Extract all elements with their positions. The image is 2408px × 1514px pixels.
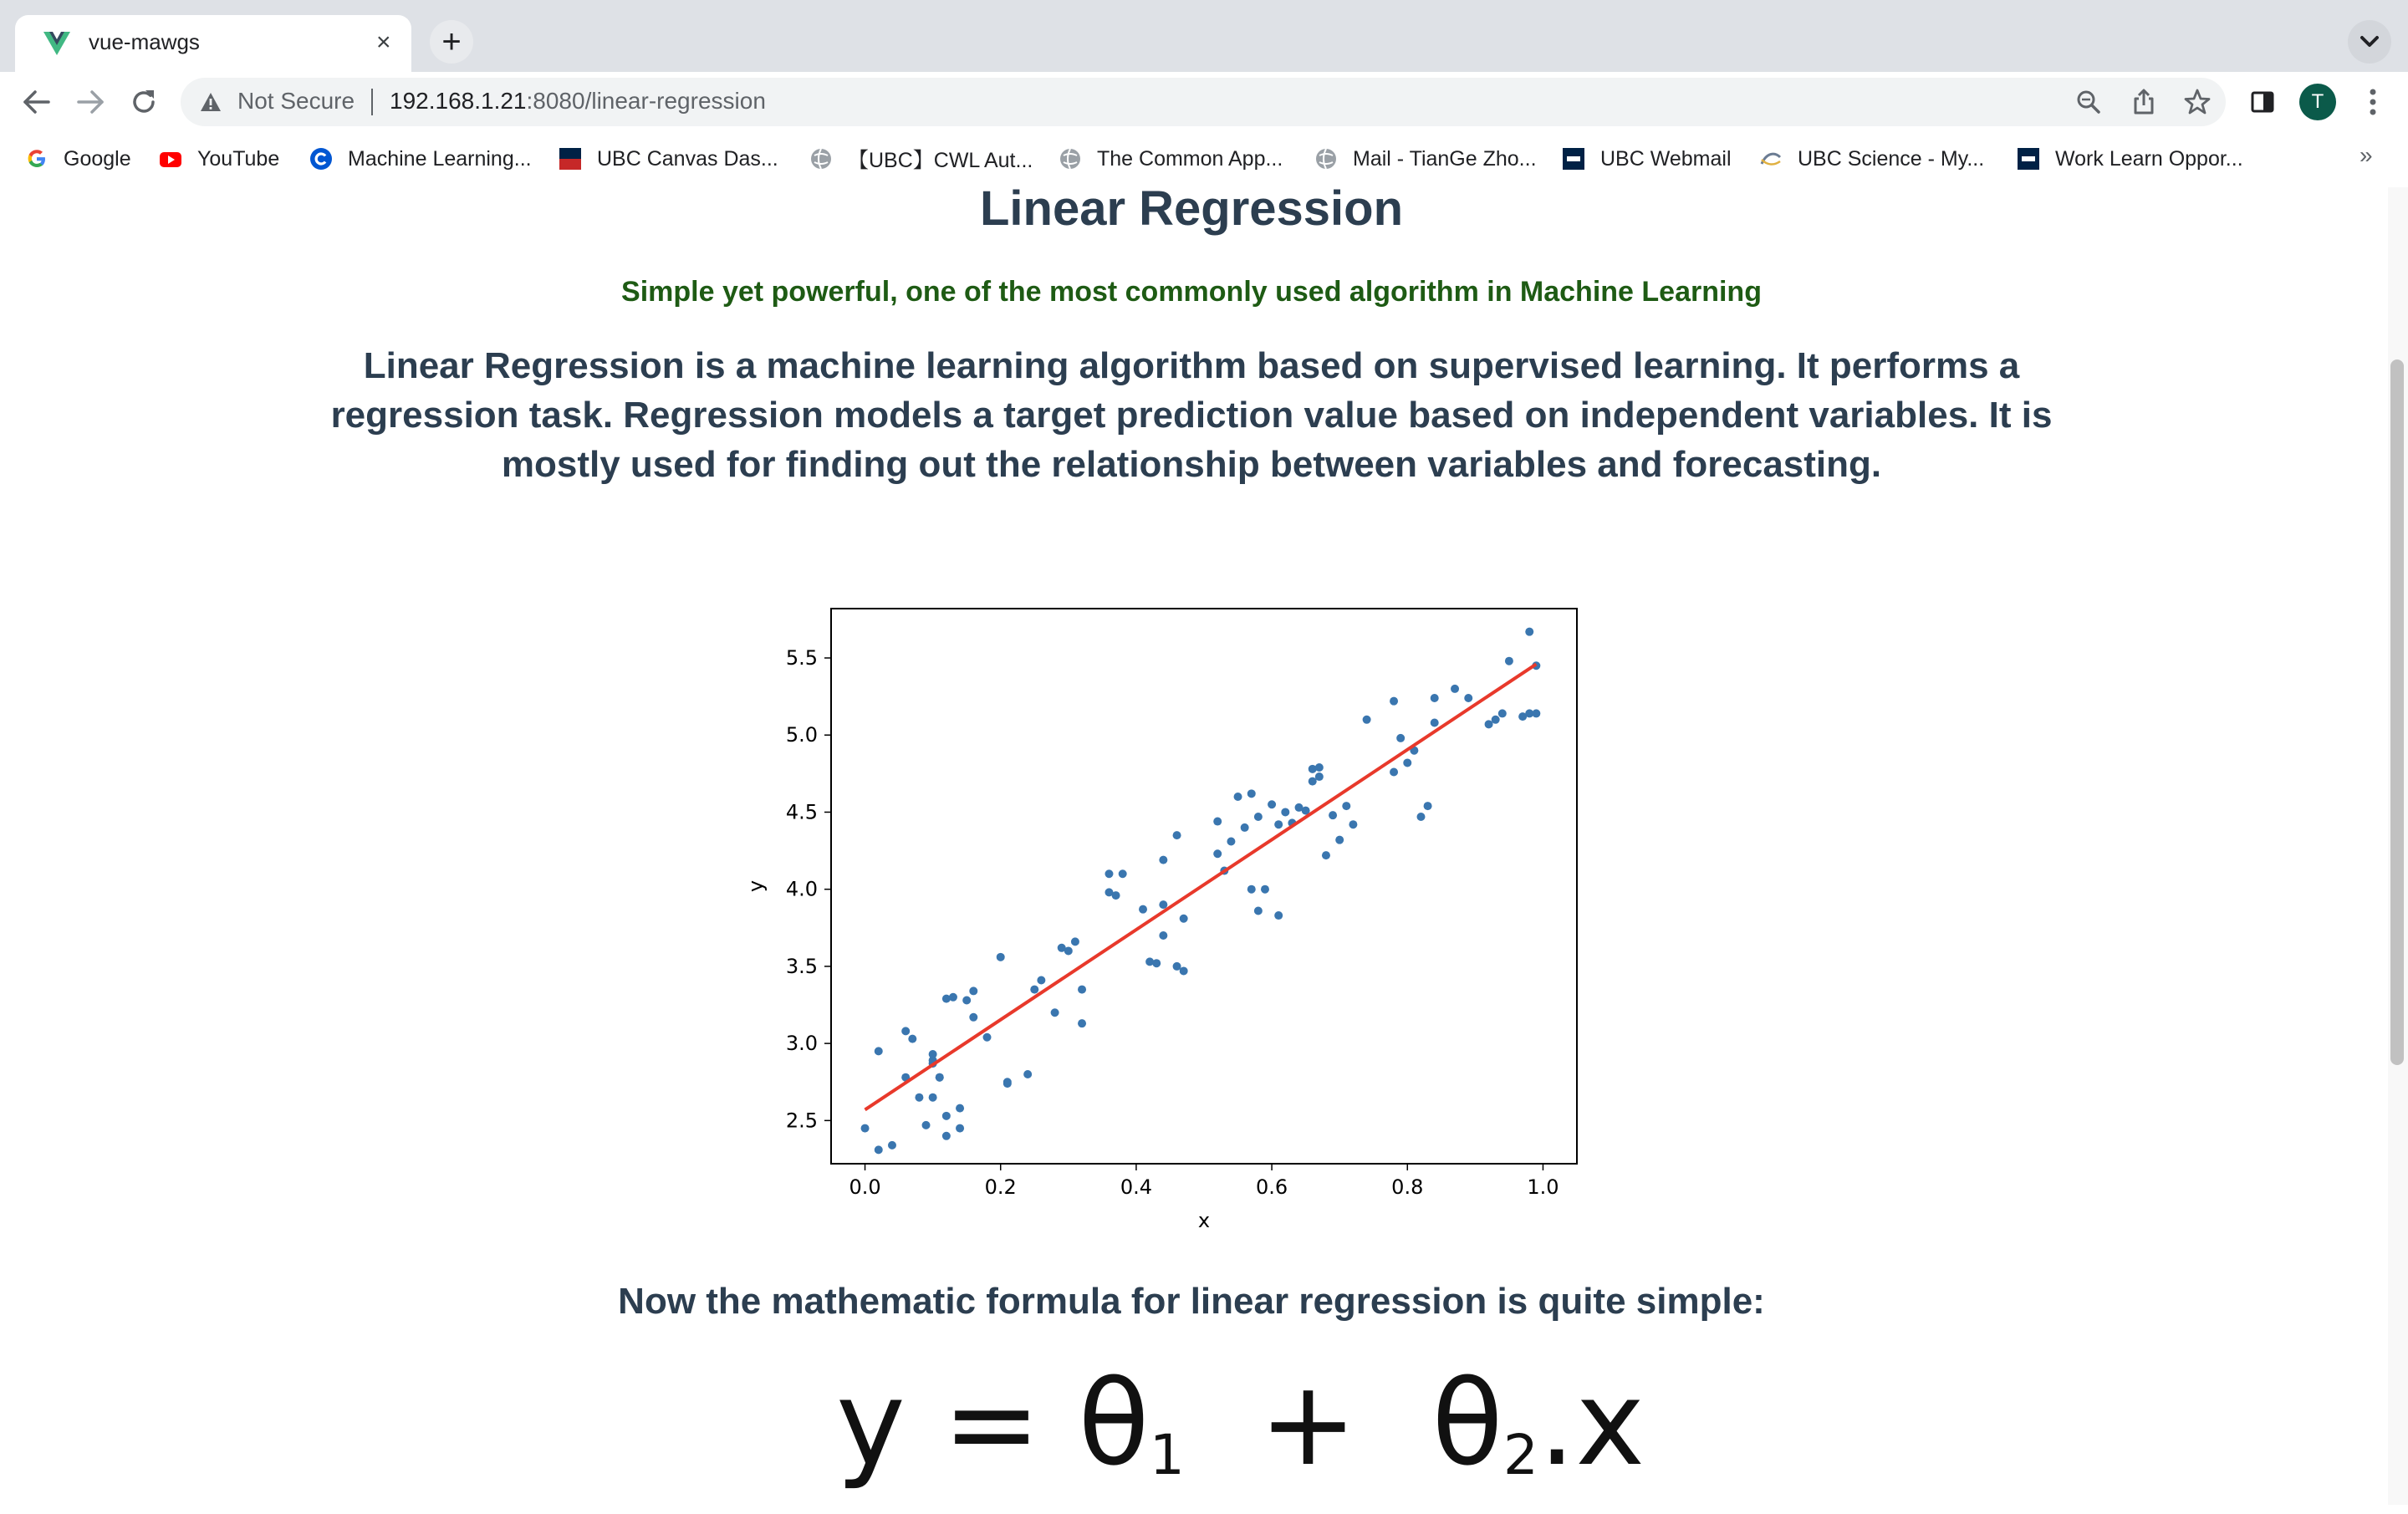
forward-arrow-icon[interactable] (72, 84, 109, 120)
x-tick-label: 0.6 (1256, 1175, 1288, 1199)
formula-plus: + (1258, 1356, 1358, 1492)
data-point (1241, 823, 1249, 832)
y-tick-label: 4.5 (785, 800, 818, 824)
data-point (929, 1093, 937, 1102)
url-text[interactable] (390, 88, 766, 115)
data-point (1112, 891, 1120, 900)
formula-x: .x (1538, 1356, 1645, 1492)
google-icon (25, 147, 48, 171)
data-point (1335, 836, 1344, 844)
bookmark-label: UBC Webmail (1600, 146, 1732, 171)
ubc-icon (2017, 147, 2040, 171)
bookmark-item[interactable] (1759, 142, 1984, 176)
data-point (908, 1035, 916, 1043)
data-point (1173, 831, 1181, 839)
data-point (1363, 716, 1371, 724)
bookmark-label: UBC Science - My... (1798, 146, 1985, 171)
ubc-canvas-icon (559, 147, 582, 171)
data-point (1078, 1019, 1086, 1027)
new-tab-button[interactable]: + (430, 20, 473, 64)
data-point (1261, 885, 1269, 894)
data-point (1173, 962, 1181, 971)
data-point (1234, 793, 1242, 801)
linear-formula (836, 1356, 1645, 1514)
chevron-down-icon (2348, 20, 2391, 64)
data-point (1227, 838, 1235, 846)
data-point (1431, 718, 1439, 726)
data-point (922, 1121, 931, 1129)
scrollbar-thumb[interactable] (2390, 359, 2404, 1065)
bookmark-item[interactable] (1562, 142, 1732, 176)
y-tick-label: 2.5 (785, 1109, 818, 1133)
data-point (1464, 694, 1472, 702)
ubc-icon (1562, 147, 1585, 171)
vue-logo-icon (43, 31, 70, 56)
bookmark-item[interactable] (809, 142, 1033, 176)
formula-equals: = (942, 1356, 1041, 1492)
data-point (1424, 802, 1432, 810)
data-point (1213, 818, 1222, 826)
bookmark-item[interactable] (25, 142, 131, 176)
data-point (1139, 905, 1147, 914)
coursera-icon (309, 147, 333, 171)
page-content (0, 181, 2388, 1505)
data-point (1247, 885, 1256, 894)
x-tick-label: 0.4 (1120, 1175, 1152, 1199)
ubc-science-icon (1759, 147, 1783, 171)
bookmark-label: YouTube (197, 146, 280, 171)
y-tick-label: 5.0 (785, 723, 818, 747)
zoom-icon[interactable] (2074, 87, 2104, 117)
data-point (1390, 697, 1398, 706)
bookmark-item[interactable] (1059, 142, 1283, 176)
bookmark-label: The Common App... (1097, 146, 1283, 171)
data-point (915, 1093, 923, 1102)
data-point (1159, 856, 1167, 864)
x-tick-label: 0.0 (849, 1175, 881, 1199)
data-point (1485, 720, 1493, 728)
share-icon[interactable] (2129, 87, 2159, 117)
bookmark-label: Work Learn Oppor... (2055, 146, 2243, 171)
data-point (929, 1050, 937, 1058)
formula-theta2: θ (1431, 1356, 1503, 1492)
data-point (1525, 628, 1533, 636)
data-point (901, 1027, 910, 1035)
bookmark-item[interactable] (1314, 142, 1537, 176)
bookmark-item[interactable] (2017, 142, 2243, 176)
formula-y: y (836, 1356, 906, 1492)
data-point (1159, 900, 1167, 909)
data-point (1329, 811, 1337, 819)
data-point (1274, 911, 1283, 920)
globe-icon (1059, 147, 1082, 171)
globe-icon (809, 147, 833, 171)
y-tick-label: 4.0 (785, 877, 818, 901)
data-point (997, 953, 1005, 961)
tab-search-button[interactable] (2348, 20, 2391, 64)
data-point (1416, 813, 1425, 821)
warning-icon[interactable] (199, 90, 222, 114)
data-point (1064, 946, 1073, 955)
data-point (1322, 851, 1330, 859)
x-axis-label: x (1197, 1209, 1211, 1232)
formula-sub2: 2 (1502, 1423, 1538, 1487)
data-point (1254, 813, 1263, 821)
bookmark-item[interactable] (159, 142, 279, 176)
data-point (969, 986, 977, 995)
data-point (962, 996, 971, 1004)
data-point (1105, 869, 1113, 878)
data-point (956, 1124, 964, 1133)
data-point (956, 1104, 964, 1113)
data-point (1505, 657, 1513, 665)
data-point (1159, 931, 1167, 940)
data-point (1498, 709, 1507, 717)
data-point (1152, 959, 1161, 967)
data-point (1180, 915, 1188, 923)
data-point (969, 1013, 977, 1022)
data-point (1315, 772, 1324, 781)
more-bookmarks-icon[interactable]: » (2360, 142, 2373, 168)
data-point (1247, 789, 1256, 798)
data-point (1315, 763, 1324, 772)
data-point (1349, 820, 1357, 828)
bookmark-label: Mail - TianGe Zho... (1353, 146, 1537, 171)
data-point (1492, 716, 1500, 724)
data-point (1003, 1078, 1012, 1086)
profile-avatar[interactable]: T (2299, 84, 2336, 120)
scatter-chart (736, 584, 1605, 1232)
x-tick-label: 1.0 (1527, 1175, 1559, 1199)
bookmark-item[interactable] (559, 142, 778, 176)
browser-tab[interactable] (15, 15, 411, 72)
data-point (949, 993, 957, 1002)
x-tick-label: 0.2 (984, 1175, 1017, 1199)
bookmark-star-icon[interactable] (2182, 87, 2212, 117)
data-point (942, 1132, 951, 1140)
url-host: 192.168.1.21 (390, 88, 527, 114)
data-point (1119, 869, 1127, 878)
back-arrow-icon[interactable] (18, 84, 55, 120)
data-point (1254, 907, 1263, 915)
data-point (1023, 1070, 1032, 1078)
bookmark-label: UBC Canvas Das... (597, 146, 778, 171)
x-tick-label: 0.8 (1391, 1175, 1424, 1199)
bookmark-label: 【UBC】CWL Aut... (848, 149, 1033, 172)
bookmark-label: Google (64, 146, 131, 171)
data-point (936, 1073, 944, 1082)
data-point (1390, 768, 1398, 777)
formula-intro: Now the mathematic formula for linear regression is quite simple: (618, 1281, 1765, 1322)
data-point (888, 1141, 896, 1150)
security-label[interactable]: Not Secure (237, 88, 355, 114)
formula-theta1: θ (1078, 1356, 1150, 1492)
side-panel-icon[interactable] (2247, 87, 2278, 117)
data-point (1213, 849, 1222, 858)
tab-title: vue-mawgs (89, 29, 200, 54)
bookmark-item[interactable] (309, 142, 532, 176)
data-point (875, 1145, 883, 1154)
youtube-icon (159, 147, 182, 171)
data-point (1180, 966, 1188, 975)
data-point (1051, 1008, 1059, 1017)
data-point (875, 1047, 883, 1055)
globe-icon (1314, 147, 1338, 171)
data-point (1281, 808, 1289, 816)
data-point (942, 1112, 951, 1120)
bookmark-label: Machine Learning... (348, 146, 532, 171)
y-tick-label: 3.5 (785, 954, 818, 978)
y-tick-label: 5.5 (785, 646, 818, 670)
data-point (1268, 800, 1276, 808)
close-tab-icon[interactable]: × (376, 28, 391, 56)
data-point (1451, 685, 1459, 693)
y-tick-label: 3.0 (785, 1032, 818, 1056)
data-point (983, 1033, 992, 1042)
data-point (1403, 758, 1411, 767)
data-point (1342, 802, 1350, 810)
reload-icon[interactable] (125, 84, 162, 120)
data-point (1071, 937, 1079, 946)
data-point (1309, 777, 1317, 786)
page-title: Linear Regression (979, 181, 1404, 236)
y-axis-label: y (744, 879, 768, 893)
formula-sub1: 1 (1149, 1423, 1185, 1487)
omnibox-divider (371, 89, 373, 115)
data-point (1396, 734, 1405, 742)
data-point (1431, 694, 1439, 702)
url-path: :8080/linear-regression (526, 88, 766, 114)
data-point (1030, 986, 1038, 994)
data-point (861, 1124, 870, 1133)
page-subtitle: Simple yet powerful, one of the most commonly used algorithm in Machine Learning (621, 276, 1762, 308)
data-point (1037, 976, 1045, 985)
data-point (1078, 986, 1086, 994)
data-point (1274, 820, 1283, 828)
page-description: Linear Regression is a machine learning algorithm based on supervised learning. It performs a regression task. Regression models a target prediction value based on independent variables. It is mostly used for finding out the relationship between variables and forecasting. (330, 345, 2053, 485)
data-point (1532, 709, 1540, 717)
more-menu-icon[interactable] (2363, 85, 2383, 119)
